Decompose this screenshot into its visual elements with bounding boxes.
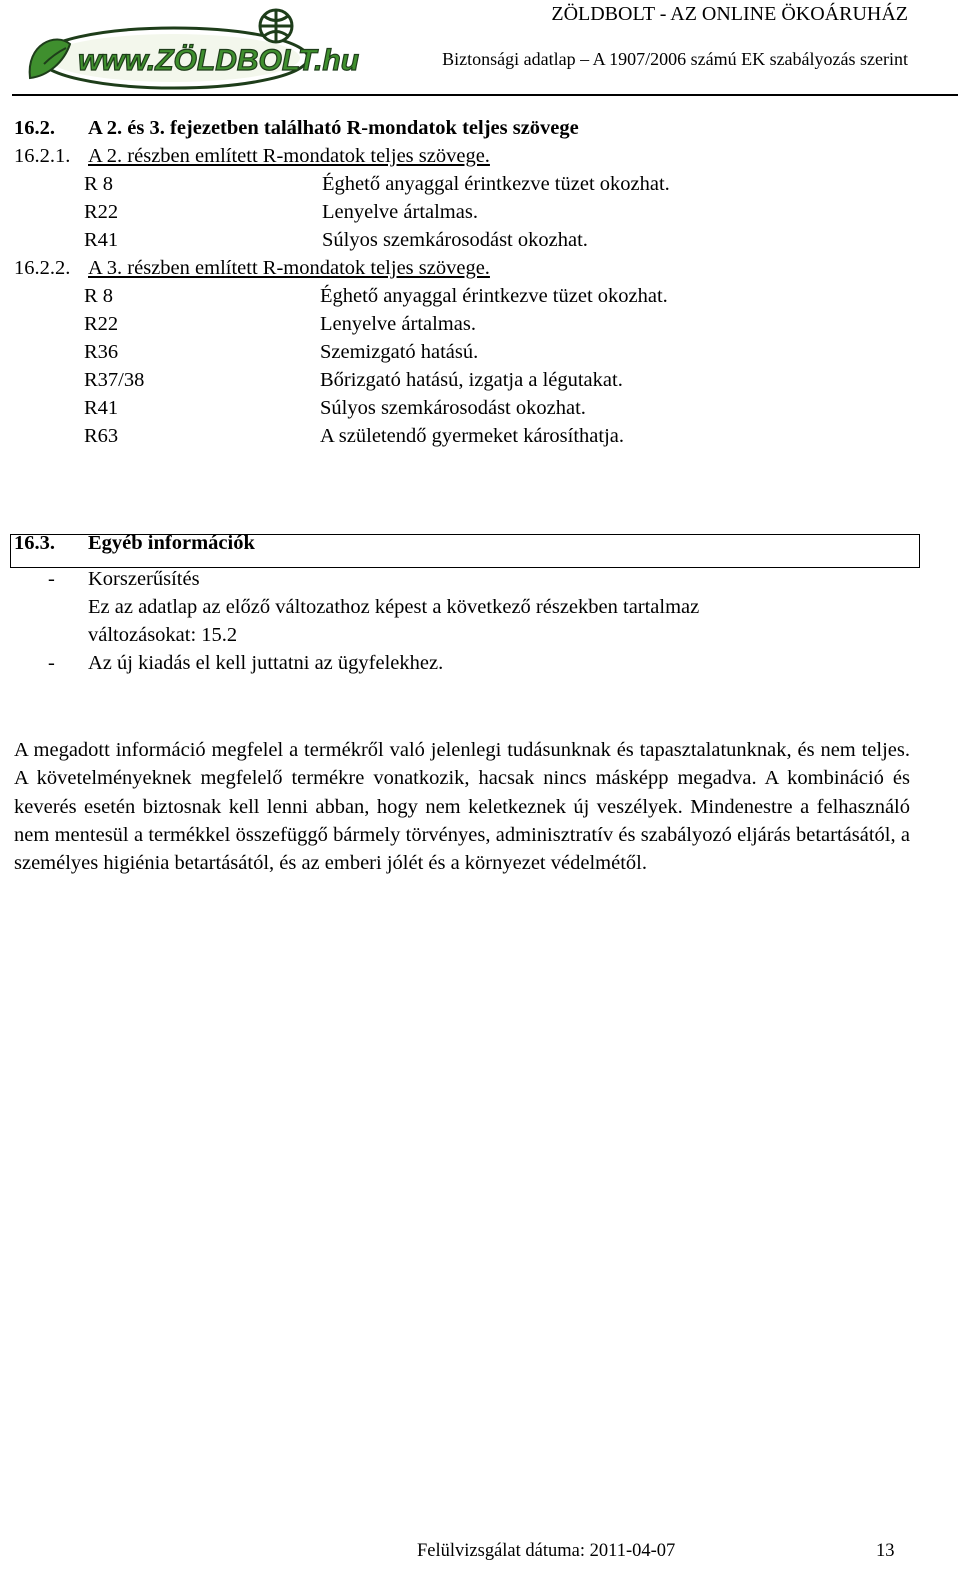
bullet-korszerusites-detail: Ez az adatlap az előző változathoz képest a következő részekben tartalmaz (88, 596, 700, 618)
bullet-korszerusites-changes: változásokat: 15.2 (88, 624, 238, 646)
footer-revision-date: Felülvizsgálat dátuma: 2011-04-07 (417, 1541, 676, 1561)
globe-icon (260, 10, 292, 42)
bullet-kiadas: Az új kiadás el kell juttatni az ügyfelekhez. (88, 652, 444, 674)
subsection-16-2-2-number: 16.2.2. (14, 257, 71, 279)
bullet-korszerusites: Korszerűsítés (88, 568, 200, 590)
footer-page-number: 13 (876, 1541, 895, 1561)
zoldbolt-logo (26, 4, 360, 92)
r-phrase: Éghető anyaggal érintkezve tüzet okozhat. (320, 285, 668, 307)
logo-text: www.ZÖLDBOLT.hu (78, 44, 360, 77)
disclaimer-paragraph: A megadott információ megfelel a termékről való jelenlegi tudásunknak és tapasztalatunknak, és nem teljes. A követelményeknek megfelelő termékre vonatkozik, hacsak nincs másképp megadva. A kombináció és keverés esetén biztosnak kell lenni abban, hogy nem keletkeznek új veszélyek. Mindenestre a felhasználó nem mentesül a termékkel összefüggő bármely törvényes, adminisztratív és szabályozó eljárás betartásától, a személyes higiénia betartásától, és az emberi jólét és a környezet védelmétől. (14, 739, 910, 875)
subsection-16-2-2-title: A 3. részben említett R-mondatok teljes szövege. (88, 257, 490, 279)
r-code: R63 (84, 425, 119, 447)
bullet-dash: - (48, 652, 55, 674)
subsection-16-2-1-title: A 2. részben említett R-mondatok teljes szövege. (88, 145, 490, 167)
header-divider (12, 94, 958, 96)
subsection-16-2-1-number: 16.2.1. (14, 145, 71, 167)
header-company: ZÖLDBOLT - AZ ONLINE ÖKOÁRUHÁZ (551, 3, 908, 25)
r-phrase: Súlyos szemkárosodást okozhat. (320, 397, 586, 419)
r-phrase: Lenyelve ártalmas. (322, 201, 478, 223)
r-code: R 8 (84, 173, 114, 195)
r-code: R37/38 (84, 369, 145, 391)
r-code: R22 (84, 313, 119, 335)
section-16-2-number: 16.2. (14, 117, 55, 139)
r-code: R 8 (84, 285, 114, 307)
r-phrase: Szemizgató hatású. (320, 341, 479, 363)
r-phrase: Lenyelve ártalmas. (320, 313, 476, 335)
r-phrase: Bőrizgató hatású, izgatja a légutakat. (320, 369, 623, 391)
r-phrase: Súlyos szemkárosodást okozhat. (322, 229, 588, 251)
section-16-3-number: 16.3. (14, 532, 55, 554)
bullet-dash: - (48, 568, 55, 590)
r-code: R41 (84, 397, 119, 419)
section-16-2-title: A 2. és 3. fejezetben található R-mondatok teljes szövege (88, 117, 579, 139)
header-subtitle: Biztonsági adatlap – A 1907/2006 számú EK szabályozás szerint (442, 49, 908, 69)
r-code: R36 (84, 341, 119, 363)
r-phrase: Éghető anyaggal érintkezve tüzet okozhat. (322, 173, 670, 195)
r-phrase: A születendő gyermeket károsíthatja. (320, 425, 624, 447)
section-16-3-title: Egyéb információk (88, 532, 255, 554)
r-code: R41 (84, 229, 119, 251)
r-code: R22 (84, 201, 119, 223)
